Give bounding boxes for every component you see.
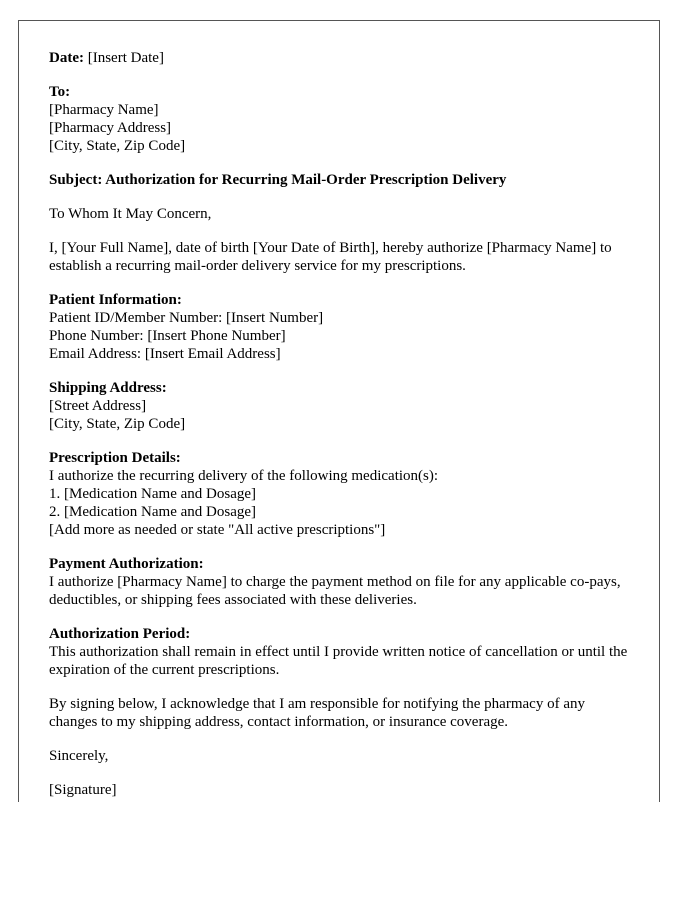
prescription-section: [49, 449, 629, 539]
shipping-heading: Shipping Address:: [49, 380, 167, 396]
recipient-label: To:: [49, 84, 71, 100]
prescription-intro-line: I authorize the recurring delivery of the following medication(s):: [49, 468, 439, 484]
letter-page: [18, 20, 660, 802]
intro-paragraph: I, [Your Full Name], date of birth [Your Date of Birth], hereby authorize [Pharmacy Name] to establish a recurring mail-order delivery service for my prescriptions.: [49, 240, 612, 274]
pharmacy-city-state-zip: [City, State, Zip Code]: [49, 138, 186, 154]
payment-section: [49, 555, 629, 609]
shipping-section: [49, 379, 629, 433]
acknowledgement-paragraph: By signing below, I acknowledge that I am responsible for notifying the pharmacy of any changes to my shipping address, contact information, or insurance coverage.: [49, 696, 585, 730]
email-line: Email Address: [Insert Email Address]: [49, 346, 281, 362]
patient-info-heading: Patient Information:: [49, 292, 182, 308]
salutation: To Whom It May Concern,: [49, 206, 212, 222]
patient-info-section: [49, 291, 629, 363]
closing: Sincerely,: [49, 748, 109, 764]
medication-item-2: 2. [Medication Name and Dosage]: [49, 504, 257, 520]
recipient-block: [49, 83, 629, 155]
prescription-heading: Prescription Details:: [49, 450, 181, 466]
signature-placeholder: [Signature]: [49, 782, 117, 798]
medication-item-1: 1. [Medication Name and Dosage]: [49, 486, 257, 502]
patient-id-line: Patient ID/Member Number: [Insert Number]: [49, 310, 324, 326]
payment-text: I authorize [Pharmacy Name] to charge the payment method on file for any applicable co-pays, deductibles, or shipping fees associated with these deliveries.: [49, 574, 621, 608]
phone-line: Phone Number: [Insert Phone Number]: [49, 328, 286, 344]
date-value: [Insert Date]: [83, 50, 164, 66]
pharmacy-name: [Pharmacy Name]: [49, 102, 159, 118]
street-address-line: [Street Address]: [49, 398, 147, 414]
shipping-city-state-zip: [City, State, Zip Code]: [49, 416, 186, 432]
date-line: [49, 49, 629, 67]
period-heading: Authorization Period:: [49, 626, 191, 642]
medication-more-note: [Add more as needed or state "All active prescriptions"]: [49, 522, 386, 538]
period-text: This authorization shall remain in effect until I provide written notice of cancellation or until the expiration of the current prescriptions.: [49, 644, 628, 678]
period-section: [49, 625, 629, 679]
date-label: Date:: [49, 50, 84, 66]
pharmacy-address: [Pharmacy Address]: [49, 120, 172, 136]
subject-line: Subject: Authorization for Recurring Mail-Order Prescription Delivery: [49, 172, 507, 188]
payment-heading: Payment Authorization:: [49, 556, 204, 572]
